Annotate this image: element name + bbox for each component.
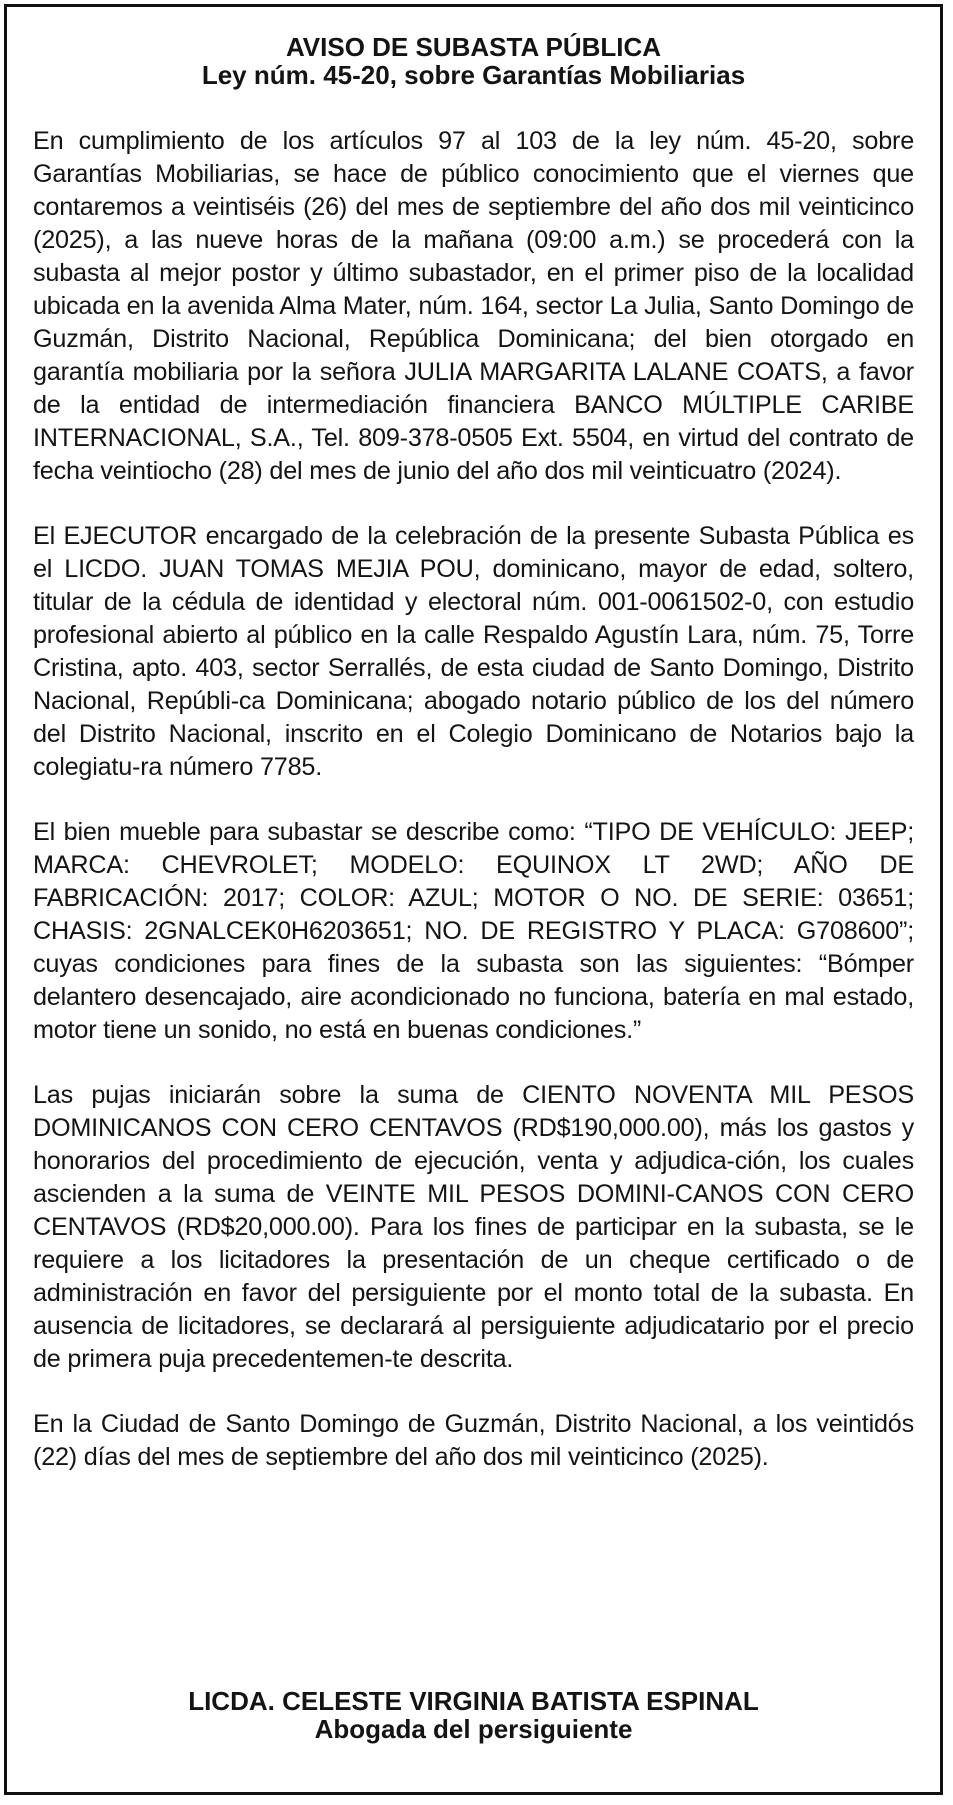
- public-auction-notice: [4, 4, 943, 1795]
- paragraph-executor: El EJECUTOR encargado de la celebración de la presente Subasta Pública es el LICDO. JUAN TOMAS MEJIA POU, dominicano, mayor de edad, soltero, titular de la cédula de identidad y electoral núm. 001-0061502-0, con estudio profesional abierto al público en la calle Respaldo Agustín Lara, núm. 75, Torre Cristina, apto. 403, sector Serrallés, de esta ciudad de Santo Domingo, Distrito Nacional, Repúbli-ca Dominicana; abogado notario público de los del número del Distrito Nacional, inscrito en el Colegio Dominicano de Notarios bajo la colegiatu-ra número 7785.: [33, 522, 914, 781]
- paragraph-place-and-date: En la Ciudad de Santo Domingo de Guzmán, Distrito Nacional, a los veintidós (22) días del mes de septiembre del año dos mil veinticinco (2025).: [33, 1410, 914, 1471]
- paragraph-vehicle-description: El bien mueble para subastar se describe como: “TIPO DE VEHÍCULO: JEEP; MARCA: CHEVROLET; MODELO: EQUINOX LT 2WD; AÑO DE FABRICACIÓN: 2017; COLOR: AZUL; MOTOR O NO. DE SERIE: 03651; CHASIS: 2GNALCEK0H6203651; NO. DE REGISTRO Y PLACA: G708600”; cuyas condiciones para fines de la subasta son las siguientes: “Bómper delantero desencajado, aire acondicionado no funciona, batería en mal estado, motor tiene un sonido, no está en buenas condiciones.”: [33, 818, 914, 1044]
- signature-block: [7, 1687, 940, 1743]
- signature-name: LICDA. CELESTE VIRGINIA BATISTA ESPINAL: [188, 1686, 759, 1716]
- notice-title: AVISO DE SUBASTA PÚBLICA: [285, 32, 662, 62]
- paragraph-bidding-terms: Las pujas iniciarán sobre la suma de CIENTO NOVENTA MIL PESOS DOMINICANOS CON CERO CENTAVOS (RD$190,000.00), más los gastos y honorarios del procedimiento de ejecución, venta y adjudica-ción, los cuales ascienden a la suma de VEINTE MIL PESOS DOMINI-CANOS CON CERO CENTAVOS (RD$20,000.00). Para los fines de participar en la subasta, se le requiere a los licitadores la presentación de un cheque certificado o de administración en favor del persiguiente por el monto total de la subasta. En ausencia de licitadores, se declarará al persiguiente adjudicatario por el precio de primera puja precedentemen-te descrita.: [33, 1081, 914, 1373]
- signature-role: Abogada del persiguiente: [314, 1714, 633, 1744]
- notice-header: [7, 33, 940, 89]
- notice-subtitle: Ley núm. 45-20, sobre Garantías Mobiliarias: [201, 60, 746, 90]
- notice-body: [33, 125, 914, 1506]
- paragraph-auction-announcement: En cumplimiento de los artículos 97 al 103 de la ley núm. 45-20, sobre Garantías Mobiliarias, se hace de público conocimiento que el viernes que contaremos a veintiséis (26) del mes de septiembre del año dos mil veinticinco (2025), a las nueve horas de la mañana (09:00 a.m.) se procederá con la subasta al mejor postor y último subastador, en el primer piso de la localidad ubicada en la avenida Alma Mater, núm. 164, sector La Julia, Santo Domingo de Guzmán, Distrito Nacional, República Dominicana; del bien otorgado en garantía mobiliaria por la señora JULIA MARGARITA LALANE COATS, a favor de la entidad de intermediación financiera BANCO MÚLTIPLE CARIBE INTERNACIONAL, S.A., Tel. 809-378-0505 Ext. 5504, en virtud del contrato de fecha veintiocho (28) del mes de junio del año dos mil veinticuatro (2024).: [33, 127, 914, 485]
